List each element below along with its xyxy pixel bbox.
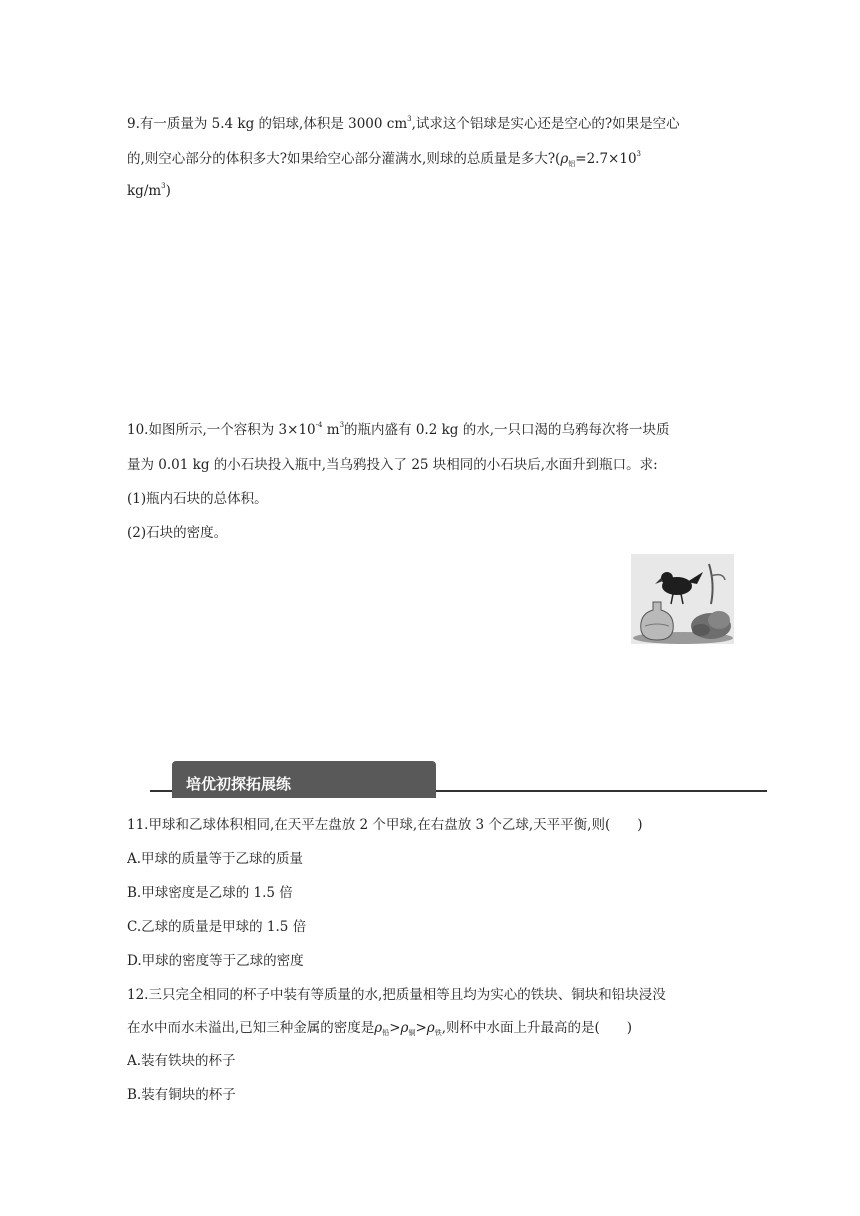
q12-sub-3: 铁: [434, 1029, 442, 1037]
q9-text-e: kg/m: [127, 183, 162, 199]
q12-gt-2: >: [415, 1020, 427, 1036]
q10-sup-b: 3: [339, 421, 345, 429]
q9-text-b: ,试求这个铝球是实心还是空心的?如果是空心: [411, 116, 680, 132]
q9-text-f: ): [165, 183, 171, 199]
q12-rho-3: ρ: [426, 1020, 435, 1036]
q11-option-c: C.乙球的质量是甲球的 1.5 倍: [127, 919, 307, 935]
q9-line-1: [127, 112, 680, 132]
q9-sup-b: 3: [636, 150, 642, 158]
section-title: 培优初探拓展练: [186, 775, 292, 793]
q9-text-d: =2.7×10: [575, 151, 637, 167]
q9-line-3: [127, 182, 171, 199]
q10-part-2: (2)石块的密度。: [127, 525, 228, 541]
q10-line-1: [127, 418, 670, 438]
q12-line-1: 12.三只完全相同的杯子中装有等质量的水,把质量相等且均为实心的铁块、铜块和铅块浸没: [127, 987, 666, 1003]
q12-option-b: B.装有铜块的杯子: [127, 1087, 236, 1103]
q9-rho: ρ: [560, 151, 569, 167]
q9-sup-c: 3: [161, 182, 166, 190]
crow-bottle-illustration: [631, 554, 734, 644]
q9-sup-a: 3: [407, 115, 412, 123]
q10-text-a: 10.如图所示,一个容积为 3×10: [127, 422, 316, 438]
q9-text-c: 的,则空心部分的体积多大?如果给空心部分灌满水,则球的总质量是多大?(: [127, 151, 561, 167]
q10-text-c: 的瓶内盛有 0.2 kg 的水,一只口渴的乌鸦每次将一块质: [344, 422, 670, 438]
q10-text-b: m: [322, 422, 340, 438]
q9-rho-sub: 铝: [568, 160, 576, 168]
q10-part-1: (1)瓶内石块的总体积。: [127, 491, 268, 507]
q9-text-a: 9.有一质量为 5.4 kg 的铝球,体积是 3000 cm: [127, 116, 408, 132]
q11-stem: 11.甲球和乙球体积相同,在天平左盘放 2 个甲球,在右盘放 3 个乙球,天平平衡,则( ): [127, 817, 643, 833]
q11-option-a: A.甲球的质量等于乙球的质量: [127, 851, 304, 867]
q12-rho-1: ρ: [374, 1020, 383, 1036]
q10-sup-a: -4: [315, 421, 323, 429]
q12-rho-2: ρ: [400, 1020, 409, 1036]
q9-line-2: [127, 147, 641, 169]
q11-option-d: D.甲球的密度等于乙球的密度: [127, 953, 304, 969]
q12-option-a: A.装有铁块的杯子: [127, 1053, 236, 1069]
q11-option-b: B.甲球密度是乙球的 1.5 倍: [127, 885, 293, 901]
q12-text-a: 在水中而水未溢出,已知三种金属的密度是: [127, 1020, 375, 1036]
q10-line-2: 量为 0.01 kg 的小石块投入瓶中,当乌鸦投入了 25 块相同的小石块后,水面升到瓶口。求:: [127, 457, 658, 473]
q12-sub-1: 铅: [382, 1029, 390, 1037]
q12-sub-2: 铜: [408, 1029, 416, 1037]
q12-text-b: ,则杯中水面上升最高的是( ): [441, 1020, 633, 1036]
q12-gt-1: >: [389, 1020, 401, 1036]
q12-line-2: [127, 1016, 632, 1038]
